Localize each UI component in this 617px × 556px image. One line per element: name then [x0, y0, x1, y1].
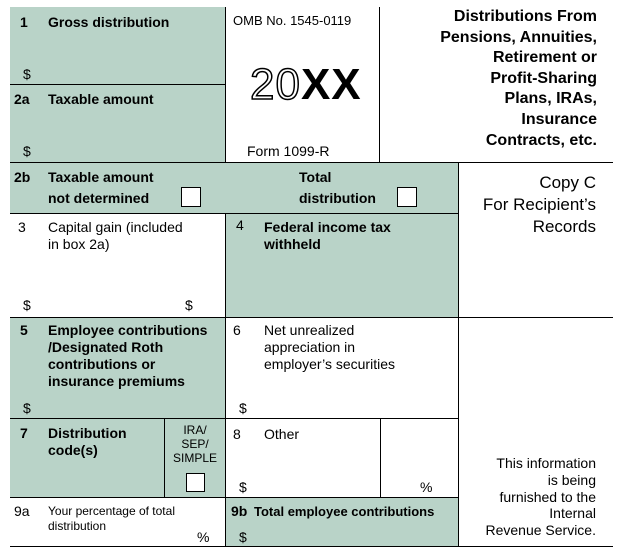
- box6-number: 6: [233, 322, 241, 338]
- box9a-percentage-field[interactable]: [40, 532, 190, 545]
- taxable-not-determined-checkbox[interactable]: [181, 187, 201, 207]
- box5-dollar-sign: $: [23, 400, 31, 416]
- box1-label: Gross distribution: [48, 14, 170, 30]
- box1-dollar-sign: $: [23, 66, 31, 82]
- ira-label-line: SIMPLE: [172, 451, 217, 465]
- box5-employee-contributions-field[interactable]: [40, 392, 220, 416]
- box7-distribution-code-field[interactable]: [40, 465, 160, 493]
- copy-line: Records: [532, 217, 596, 236]
- box2b-number: 2b: [14, 169, 31, 185]
- box7-label-line1: Distribution: [48, 425, 127, 441]
- ira-label-line: SEP/: [181, 437, 209, 451]
- box3-label-line1: Capital gain (included: [48, 219, 183, 235]
- box9a-percent-sign: %: [197, 529, 210, 545]
- box8-dollar-sign: $: [239, 479, 247, 495]
- ira-sep-simple-checkbox[interactable]: [186, 473, 205, 492]
- title-line: Pensions, Annuities,: [440, 28, 597, 46]
- box8-other-amount-field[interactable]: [256, 450, 376, 494]
- divider: [10, 418, 458, 419]
- box3-capital-gain-field[interactable]: [40, 262, 220, 312]
- divider: [10, 213, 458, 214]
- box9a-number: 9a: [14, 503, 30, 519]
- box8-number: 8: [233, 426, 241, 442]
- box9b-total-contributions-field[interactable]: [256, 524, 452, 545]
- box9b-dollar-sign: $: [239, 529, 247, 545]
- tax-year: [250, 60, 362, 110]
- box7-label-line2: code(s): [48, 442, 98, 458]
- box9b-label: Total employee contributions: [254, 504, 435, 519]
- box2a-label: Taxable amount: [48, 91, 154, 107]
- notice-line: furnished to the: [499, 488, 596, 505]
- divider: [379, 7, 380, 162]
- title-line: Retirement or: [492, 49, 597, 67]
- form-name: Form 1099-R: [247, 143, 330, 159]
- copy-line: For Recipient’s: [482, 195, 596, 214]
- box6-dollar-sign: $: [239, 400, 247, 416]
- box7-number: 7: [20, 425, 28, 441]
- box5-label-line: contributions or: [48, 356, 156, 372]
- divider: [225, 7, 226, 162]
- notice-line: is being: [547, 471, 596, 488]
- box5-number: 5: [20, 322, 28, 338]
- ira-label-line: IRA/: [183, 423, 207, 437]
- box9a-label-line2: distribution: [48, 519, 107, 533]
- box8-percentage-field[interactable]: [384, 425, 418, 493]
- box5-label-line: insurance premiums: [48, 373, 185, 389]
- box4-federal-tax-withheld-field[interactable]: [232, 262, 452, 312]
- total-distribution-checkbox[interactable]: [397, 187, 417, 207]
- box5-label-line: Employee contributions: [48, 322, 208, 338]
- title-line: Insurance: [521, 110, 597, 128]
- box4-number: 4: [236, 217, 244, 233]
- notice-line: Internal: [549, 505, 596, 522]
- tax-year-suffix: XX: [300, 60, 362, 109]
- box6-label: [264, 322, 395, 373]
- omb-number: OMB No. 1545-0119: [233, 13, 352, 28]
- irs-notice: [456, 455, 596, 539]
- box2b-label-line1: Taxable amount: [48, 169, 154, 185]
- box2b-label-line2: not determined: [48, 190, 150, 206]
- box1-gross-distribution-field[interactable]: [40, 40, 220, 80]
- total-distribution-label-line2: distribution: [299, 190, 376, 206]
- divider: [10, 497, 458, 498]
- title-line: Contracts, etc.: [485, 131, 597, 149]
- notice-line: This information: [496, 455, 596, 471]
- divider: [10, 317, 613, 318]
- box2a-taxable-amount-field[interactable]: [40, 115, 220, 157]
- box3-dollar-sign: $: [23, 297, 31, 313]
- form-title: [397, 7, 597, 151]
- ira-sep-simple-label: [165, 423, 225, 465]
- total-distribution-label-line1: Total: [299, 169, 332, 185]
- box5-label: [48, 322, 207, 390]
- box8-percent-sign: %: [420, 479, 433, 495]
- box2a-number: 2a: [14, 91, 30, 107]
- title-line: Plans, IRAs,: [504, 90, 597, 108]
- box3-number: 3: [18, 219, 26, 235]
- title-line: Distributions From: [453, 8, 597, 25]
- box5-label-line: /Designated Roth: [48, 339, 164, 355]
- box6-label-line: employer’s securities: [264, 356, 395, 372]
- box3-dollar-sign-right: $: [185, 297, 193, 313]
- box9a-label-line1: Your percentage of total: [48, 504, 175, 518]
- divider: [10, 84, 225, 85]
- box4-label-line2: withheld: [264, 236, 321, 252]
- box6-net-unrealized-appreciation-field[interactable]: [256, 378, 452, 416]
- box2a-dollar-sign: $: [23, 143, 31, 159]
- box4-label-line1: Federal income tax: [264, 219, 391, 235]
- copy-designation: [436, 172, 596, 238]
- box3-label-line2: in box 2a): [48, 236, 110, 252]
- notice-line: Revenue Service.: [485, 522, 596, 539]
- divider: [10, 162, 613, 163]
- box9b-number: 9b: [231, 503, 248, 519]
- divider: [380, 418, 381, 497]
- tax-year-prefix: 20: [250, 60, 301, 109]
- box1-number: 1: [20, 14, 28, 30]
- copy-line: Copy C: [539, 173, 596, 192]
- box8-label: Other: [264, 426, 300, 442]
- box6-label-line: Net unrealized: [264, 322, 355, 338]
- divider: [10, 546, 613, 547]
- box6-label-line: appreciation in: [264, 339, 356, 355]
- title-line: Profit-Sharing: [490, 69, 597, 87]
